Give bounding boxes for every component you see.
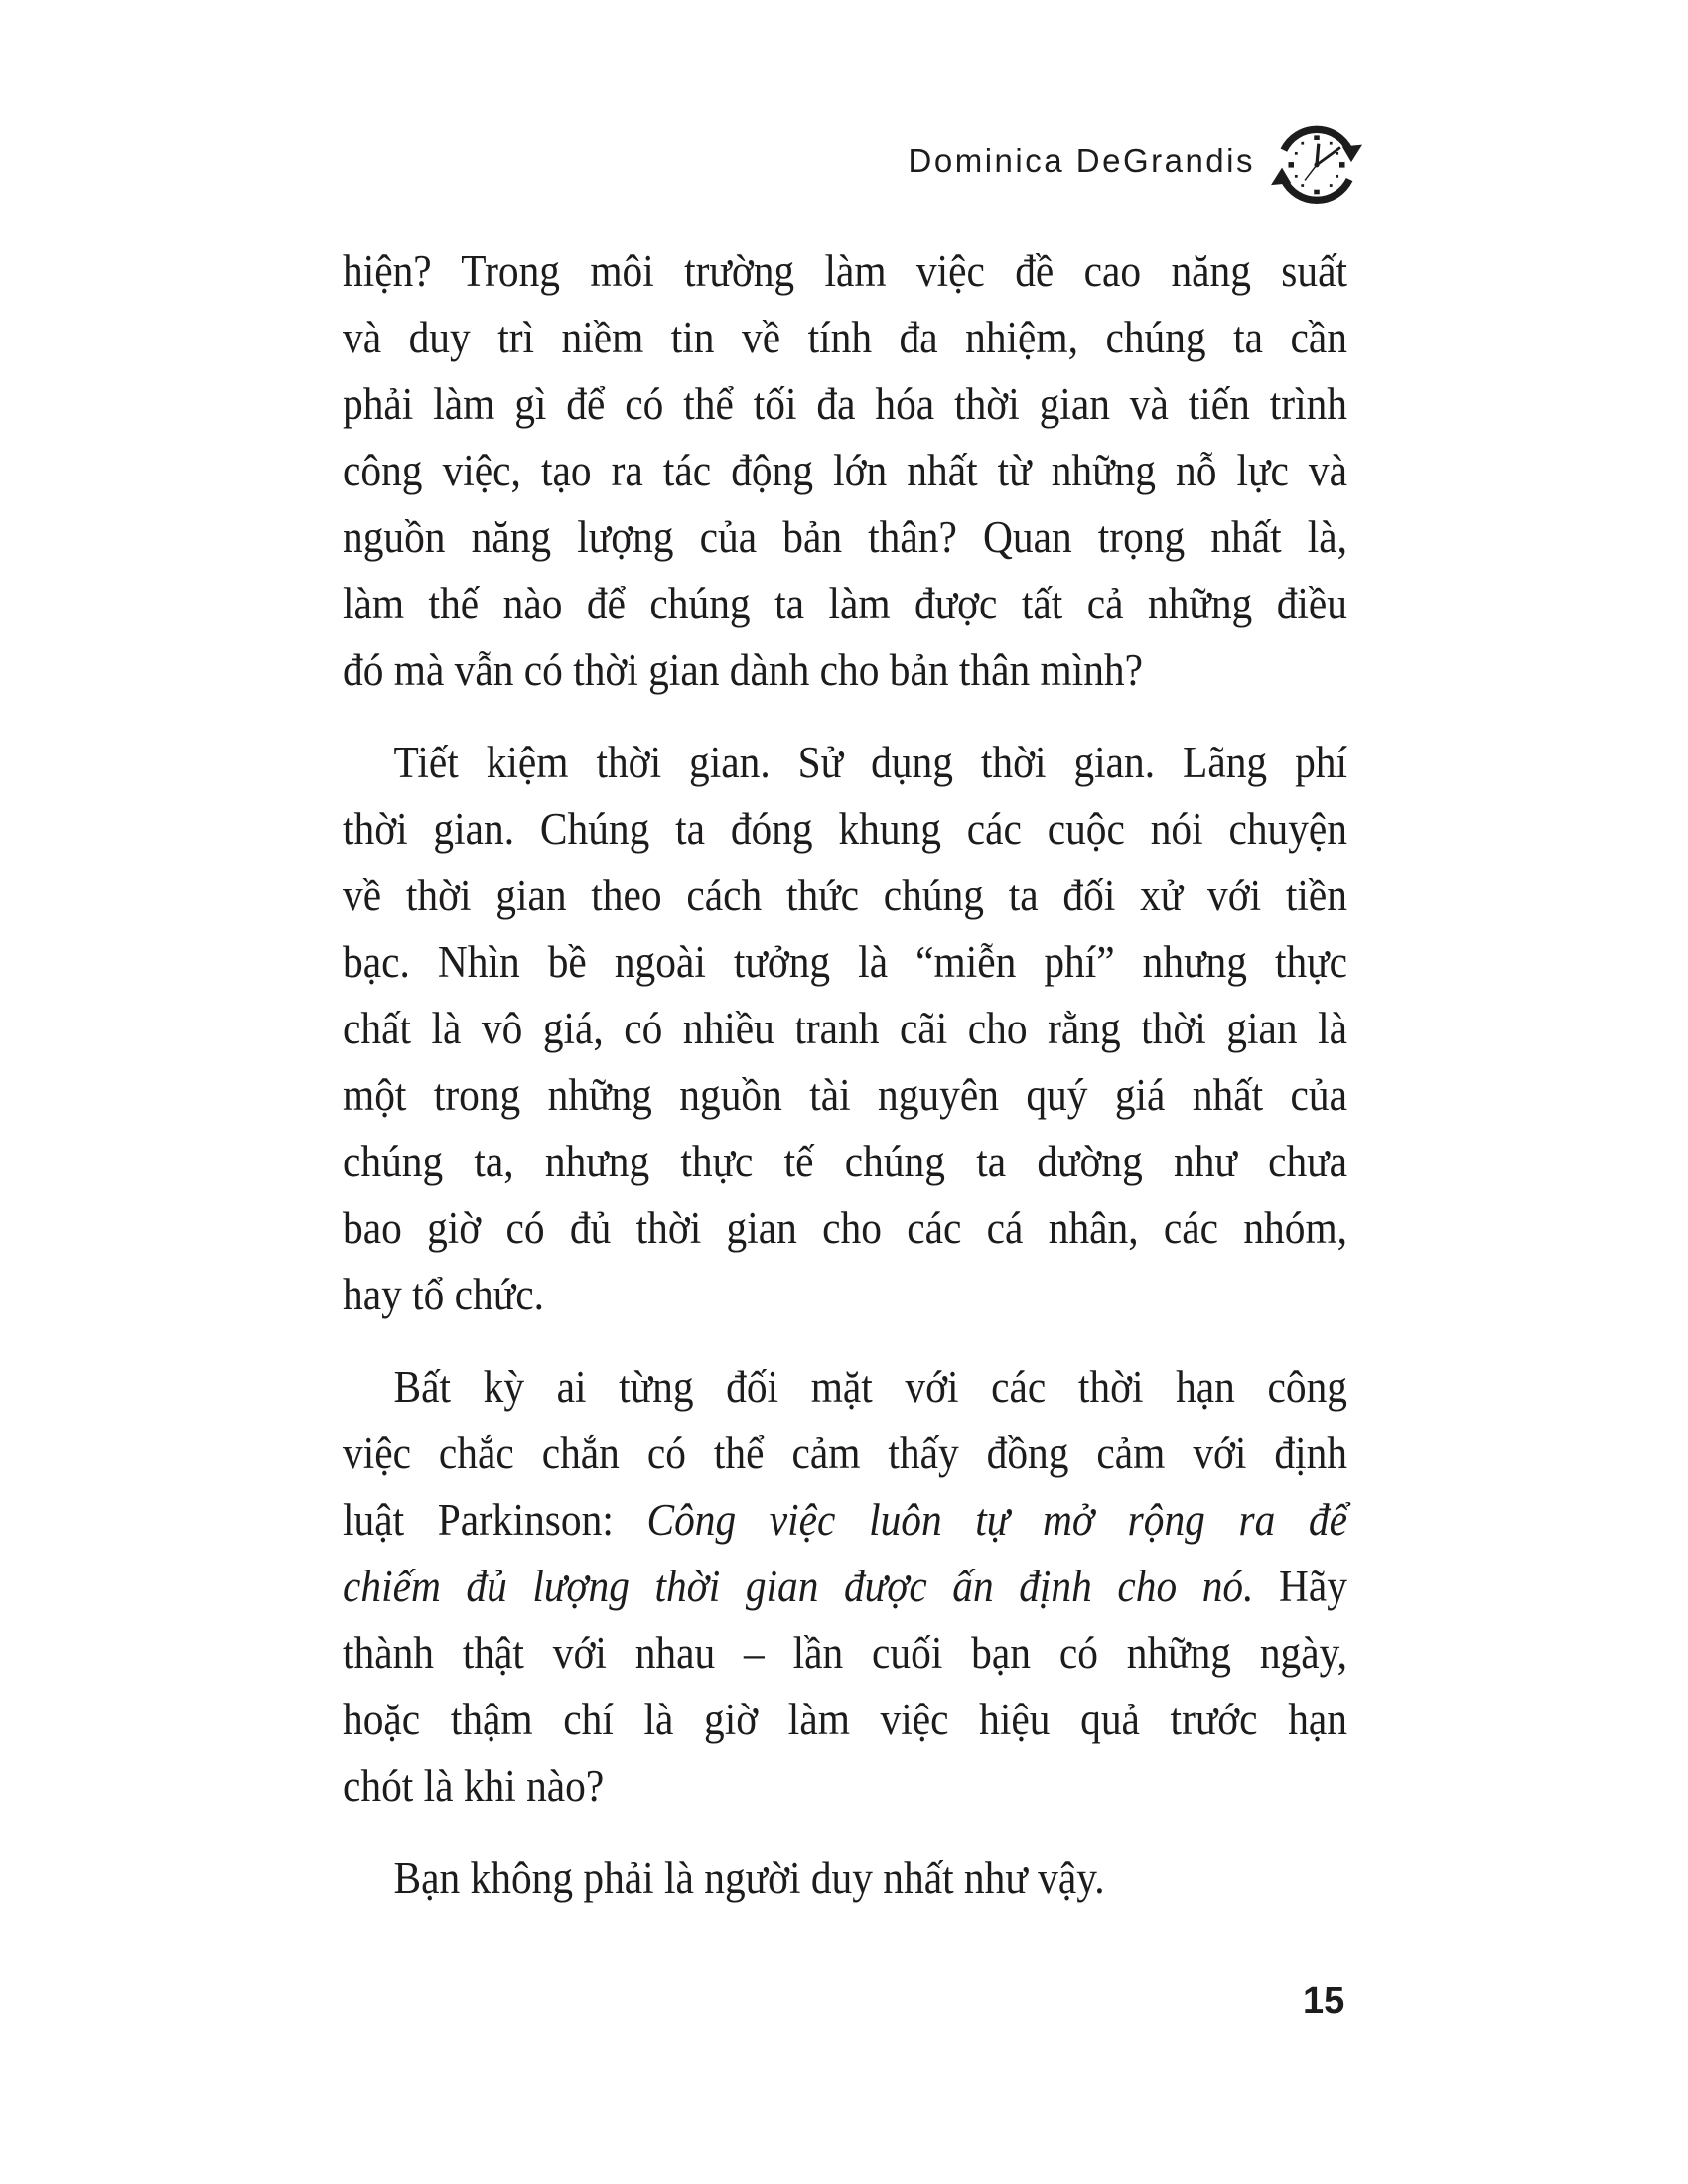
italic-text-segment: chiếm đủ lượng thời gian được ấn định cho nó. — [343, 1562, 1254, 1611]
text-line — [343, 1845, 1347, 1912]
text-segment: làm thế nào để chúng ta làm được tất cả những điều — [343, 579, 1347, 628]
running-header — [909, 117, 1362, 208]
text-line — [343, 996, 1347, 1062]
text-segment: luật Parkinson: — [343, 1495, 647, 1545]
text-line — [343, 1554, 1347, 1620]
text-line — [343, 438, 1347, 504]
text-line — [343, 504, 1347, 571]
paragraph — [343, 1845, 1435, 1912]
text-line — [343, 1354, 1347, 1421]
text-segment: hay tổ chức. — [343, 1270, 544, 1319]
text-line — [343, 929, 1347, 996]
text-line — [343, 1687, 1347, 1753]
text-line — [343, 305, 1347, 371]
text-segment: phải làm gì để có thể tối đa hóa thời gian và tiến trình — [343, 379, 1347, 429]
text-segment: Bạn không phải là người duy nhất như vậy. — [393, 1853, 1105, 1903]
text-line — [343, 796, 1347, 863]
text-line — [343, 1421, 1347, 1487]
text-segment: một trong những nguồn tài nguyên quý giá nhất của — [343, 1070, 1347, 1120]
text-segment: Bất kỳ ai từng đối mặt với các thời hạn công — [393, 1362, 1347, 1412]
paragraph — [343, 730, 1435, 1328]
body-text — [343, 238, 1435, 1912]
text-segment: hiện? Trong môi trường làm việc đề cao năng suất — [343, 246, 1347, 296]
text-segment: thành thật với nhau – lần cuối bạn có những ngày, — [343, 1628, 1347, 1678]
paragraph — [343, 238, 1435, 704]
text-segment: về thời gian theo cách thức chúng ta đối xử với tiền — [343, 871, 1347, 920]
text-line — [343, 637, 1347, 704]
text-segment: đó mà vẫn có thời gian dành cho bản thân mình? — [343, 645, 1143, 695]
text-segment: Tiết kiệm thời gian. Sử dụng thời gian. Lãng phí — [393, 738, 1347, 787]
text-segment: công việc, tạo ra tác động lớn nhất từ những nỗ lực và — [343, 446, 1347, 495]
page-number: 15 — [1303, 1980, 1345, 2022]
text-segment: chót là khi nào? — [343, 1761, 605, 1811]
text-segment: thời gian. Chúng ta đóng khung các cuộc nói chuyện — [343, 804, 1347, 854]
text-line — [343, 371, 1347, 438]
text-segment: Hãy — [1253, 1562, 1347, 1611]
text-segment: bạc. Nhìn bề ngoài tưởng là “miễn phí” nhưng thực — [343, 937, 1347, 987]
text-line — [343, 1753, 1347, 1820]
text-segment: bao giờ có đủ thời gian cho các cá nhân, các nhóm, — [343, 1203, 1347, 1253]
text-segment: chúng ta, nhưng thực tế chúng ta dường như chưa — [343, 1137, 1347, 1186]
author-name: Dominica DeGrandis — [908, 142, 1255, 179]
text-segment: nguồn năng lượng của bản thân? Quan trọng nhất là, — [343, 512, 1347, 562]
text-line — [343, 1262, 1347, 1328]
text-line — [343, 1487, 1347, 1554]
text-line — [343, 1620, 1347, 1687]
text-line — [343, 1062, 1347, 1129]
paragraph — [343, 1354, 1435, 1820]
text-segment: hoặc thậm chí là giờ làm việc hiệu quả trước hạn — [343, 1695, 1347, 1744]
clock-cycle-icon — [1271, 117, 1362, 208]
text-segment: và duy trì niềm tin về tính đa nhiệm, chúng ta cần — [343, 313, 1347, 362]
text-segment: việc chắc chắn có thể cảm thấy đồng cảm với định — [343, 1429, 1347, 1478]
text-line — [343, 730, 1347, 796]
text-line — [343, 1195, 1347, 1262]
text-segment: chất là vô giá, có nhiều tranh cãi cho rằng thời gian là — [343, 1004, 1347, 1053]
text-line — [343, 863, 1347, 929]
text-line — [343, 571, 1347, 637]
italic-text-segment: Công việc luôn tự mở rộng ra để — [646, 1495, 1348, 1545]
text-line — [343, 238, 1347, 305]
text-line — [343, 1129, 1347, 1195]
